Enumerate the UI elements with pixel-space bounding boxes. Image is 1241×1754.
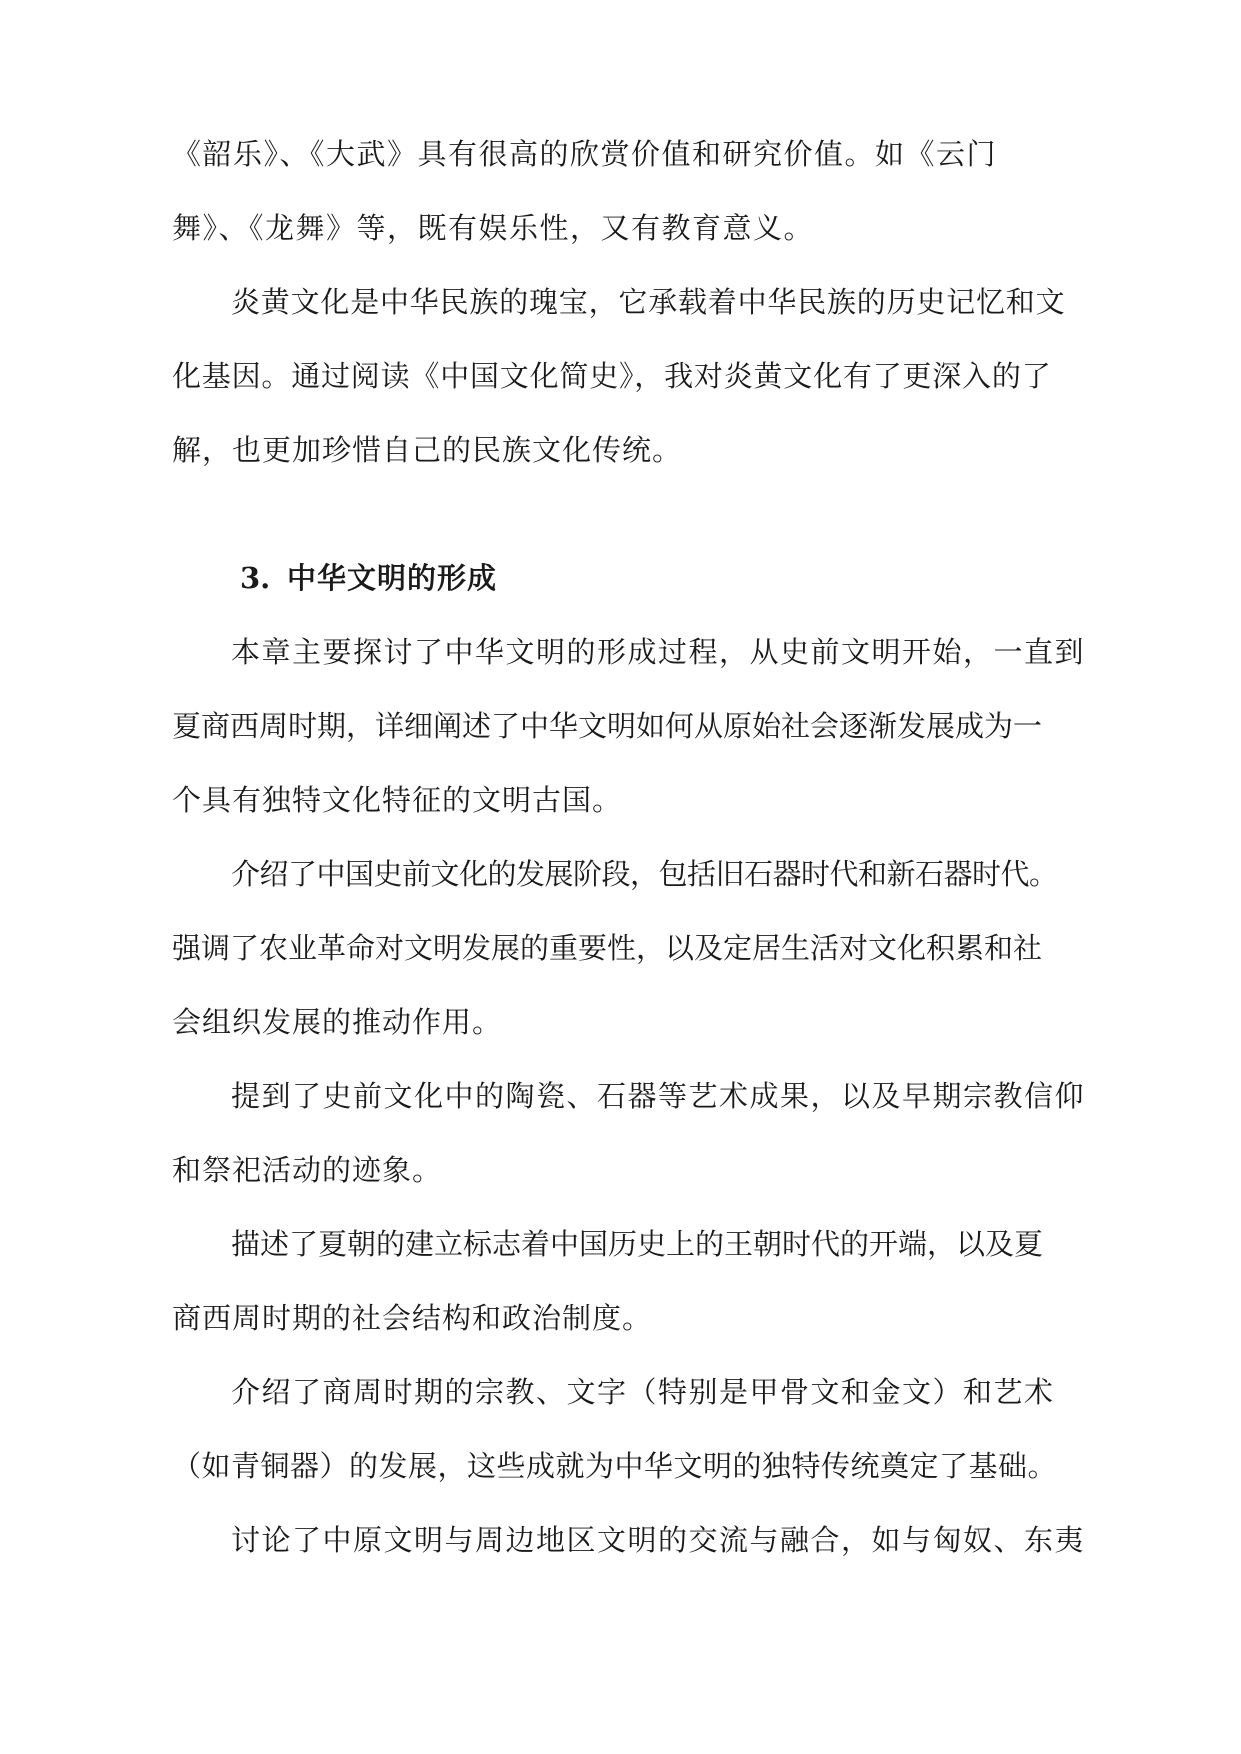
- paragraph-text: 解，也更加珍惜自己的民族文化传统。: [172, 433, 683, 467]
- section-heading: [0, 558, 1241, 598]
- paragraph-text: （如青铜器）的发展，这些成就为中华文明的独特传统奠定了基础。: [172, 1449, 1058, 1483]
- paragraph-text: 化基因。通过阅读《中国文化简史》，我对炎黄文化有了更深入的了: [172, 359, 1052, 393]
- text-line: [0, 1298, 1241, 1338]
- paragraph-text: 强调了农业革命对文明发展的重要性，以及定居生活对文化积累和社: [172, 931, 1043, 965]
- paragraph-text: 会组织发展的推动作用。: [172, 1005, 503, 1039]
- paragraph-text: 本章主要探讨了中华文明的形成过程，从史前文明开始，一直到: [231, 635, 1086, 669]
- text-line: [0, 1224, 1241, 1264]
- text-line: [0, 928, 1241, 968]
- text-line: [0, 356, 1241, 396]
- text-line: [0, 1520, 1241, 1560]
- text-line: [0, 1076, 1241, 1116]
- section-number: 3.: [240, 561, 271, 595]
- paragraph-text: 介绍了中国史前文化的发展阶段，包括旧石器时代和新石器时代。: [231, 857, 1058, 891]
- text-line: [0, 706, 1241, 746]
- text-line: [0, 1002, 1241, 1042]
- paragraph-text: 提到了史前文化中的陶瓷、石器等艺术成果，以及早期宗教信仰: [231, 1079, 1086, 1113]
- text-line: [0, 854, 1241, 894]
- paragraph-text: 个具有独特文化特征的文明古国。: [172, 783, 623, 817]
- text-line: [0, 780, 1241, 820]
- paragraph-text: 夏商西周时期，详细阐述了中华文明如何从原始社会逐渐发展成为一: [172, 709, 1043, 743]
- text-line: [0, 208, 1241, 248]
- text-line: [0, 134, 1241, 174]
- text-line: [0, 1446, 1241, 1486]
- paragraph-text: 讨论了中原文明与周边地区文明的交流与融合，如与匈奴、东夷: [231, 1523, 1086, 1557]
- text-line: [0, 430, 1241, 470]
- text-line: [0, 1372, 1241, 1412]
- paragraph-text: 商西周时期的社会结构和政治制度。: [172, 1301, 653, 1335]
- text-line: [0, 1150, 1241, 1190]
- paragraph-text: 炎黄文化是中华民族的瑰宝，它承载着中华民族的历史记忆和文: [231, 285, 1066, 319]
- paragraph-text: 舞》、《龙舞》等，既有娱乐性，又有教育意义。: [172, 211, 815, 245]
- paragraph-text: 描述了夏朝的建立标志着中国历史上的王朝时代的开端，以及夏: [231, 1227, 1044, 1261]
- text-line: [0, 282, 1241, 322]
- section-title: 中华文明的形成: [287, 561, 498, 595]
- paragraph-text: 介绍了商周时期的宗教、文字（特别是甲骨文和金文）和艺术: [231, 1375, 1055, 1409]
- paragraph-text: 和祭祀活动的迹象。: [172, 1153, 443, 1187]
- paragraph-text: 《韶乐》、《大武》具有很高的欣赏价值和研究价值。如《云门: [172, 137, 998, 171]
- text-line: [0, 632, 1241, 672]
